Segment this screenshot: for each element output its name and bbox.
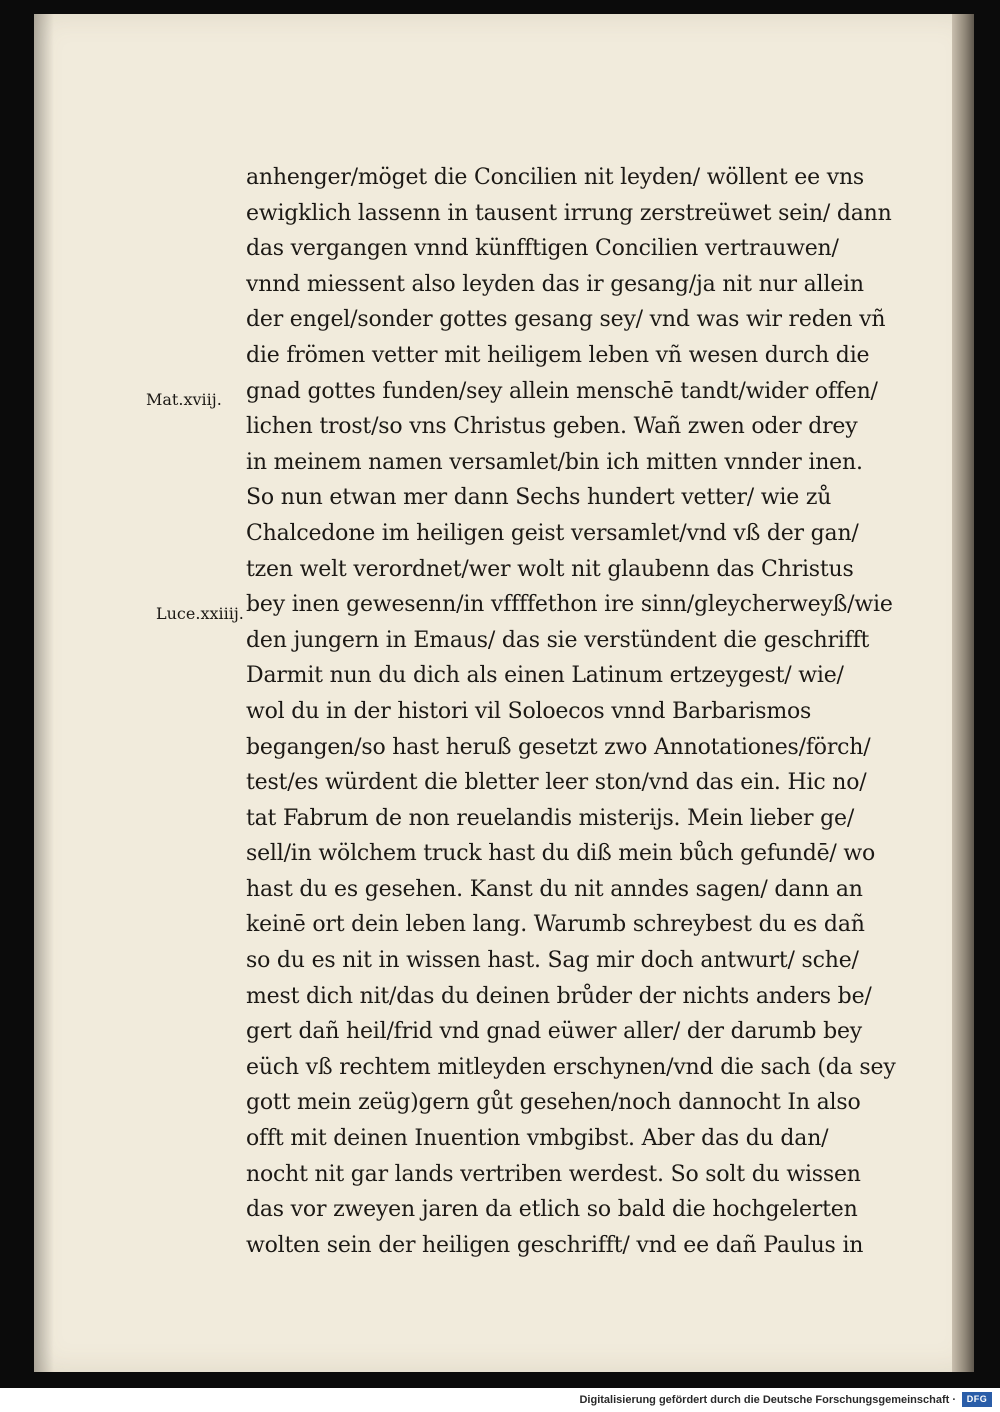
text-line: mest dich nit/das du deinen brůder der nichts anders be/ xyxy=(246,983,872,1009)
text-line: die frömen vetter mit heiligem leben vñ wesen durch die xyxy=(246,342,870,368)
text-line: so du es nit in wissen hast. Sag mir doch antwurt/ sche/ xyxy=(246,948,859,974)
funding-credit: Digitalisierung gefördert durch die Deutsche Forschungsgemeinschaft · xyxy=(579,1394,956,1406)
text-line: begangen/so hast heruß gesetzt zwo Annotationes/förch/ xyxy=(246,734,871,760)
text-line: ewigklich lassenn in tausent irrung zerstreüwet sein/ dann xyxy=(246,200,892,226)
text-line: offt mit deinen Inuention vmbgibst. Aber das du dan/ xyxy=(246,1126,829,1152)
dfg-logo-icon: DFG xyxy=(962,1392,992,1407)
text-line: wolten sein der heiligen geschrifft/ vnd ee dañ Paulus in xyxy=(246,1232,864,1258)
text-line: das vergangen vnnd künfftigen Concilien vertrauwen/ xyxy=(246,236,839,262)
text-line: anhenger/möget die Concilien nit leyden/ wöllent ee vns xyxy=(246,165,864,190)
text-line: Chalcedone im heiligen geist versamlet/vnd vß der gan/ xyxy=(246,520,859,546)
text-line: gert dañ heil/frid vnd gnad eüwer aller/ der darumb bey xyxy=(246,1019,863,1045)
footer-bar xyxy=(0,1388,1000,1412)
text-line: sell/in wölchem truck hast du diß mein bůch gefundē/ wo xyxy=(246,841,876,867)
text-line: hast du es gesehen. Kanst du nit anndes sagen/ dann an xyxy=(246,876,863,902)
text-block xyxy=(246,160,936,1263)
text-line: gott mein zeüg)gern gůt gesehen/noch dannocht In also xyxy=(246,1090,861,1116)
text-line: das vor zweyen jaren da etlich so bald die hochgelerten xyxy=(246,1197,858,1223)
text-line: in meinem namen versamlet/bin ich mitten vnnder inen. xyxy=(246,449,863,475)
text-line: tat Fabrum de non reuelandis misterijs. Mein lieber ge/ xyxy=(246,805,855,831)
binding-shadow xyxy=(34,14,54,1372)
text-line: gnad gottes funden/sey allein menschē tandt/wider offen/ xyxy=(246,378,878,404)
page-edge xyxy=(952,14,974,1372)
text-line: den jungern in Emaus/ das sie verstündent die geschrifft xyxy=(246,627,870,653)
text-line: keinē ort dein leben lang. Warumb schreybest du es dañ xyxy=(246,912,865,938)
text-line: bey inen gewesenn/in vffffethon ire sinn/gleycherweyß/wie xyxy=(246,592,893,618)
text-line: eüch vß rechtem mitleyden erschynen/vnd die sach (da sey xyxy=(246,1054,896,1080)
text-line: test/es würdent die bletter leer ston/vnd das ein. Hic no/ xyxy=(246,770,867,796)
text-line: lichen trost/so vns Christus geben. Wañ zwen oder drey xyxy=(246,414,858,440)
text-line: tzen welt verordnet/wer wolt nit glaubenn das Christus xyxy=(246,556,854,582)
marginal-note-matthew: Mat.xviij. xyxy=(146,390,222,409)
text-line: So nun etwan mer dann Sechs hundert vetter/ wie zů xyxy=(246,485,832,511)
marginal-note-luke: Luce.xxiiij. xyxy=(156,604,244,623)
text-line: wol du in der histori vil Soloecos vnnd Barbarismos xyxy=(246,698,812,724)
text-line: nocht nit gar lands vertriben werdest. So solt du wissen xyxy=(246,1161,861,1187)
book-page xyxy=(34,14,974,1372)
text-line: Darmit nun du dich als einen Latinum ertzeygest/ wie/ xyxy=(246,663,844,689)
text-line: vnnd miessent also leyden das ir gesang/ja nit nur allein xyxy=(246,271,864,297)
text-line: der engel/sonder gottes gesang sey/ vnd was wir reden vñ xyxy=(246,307,886,333)
